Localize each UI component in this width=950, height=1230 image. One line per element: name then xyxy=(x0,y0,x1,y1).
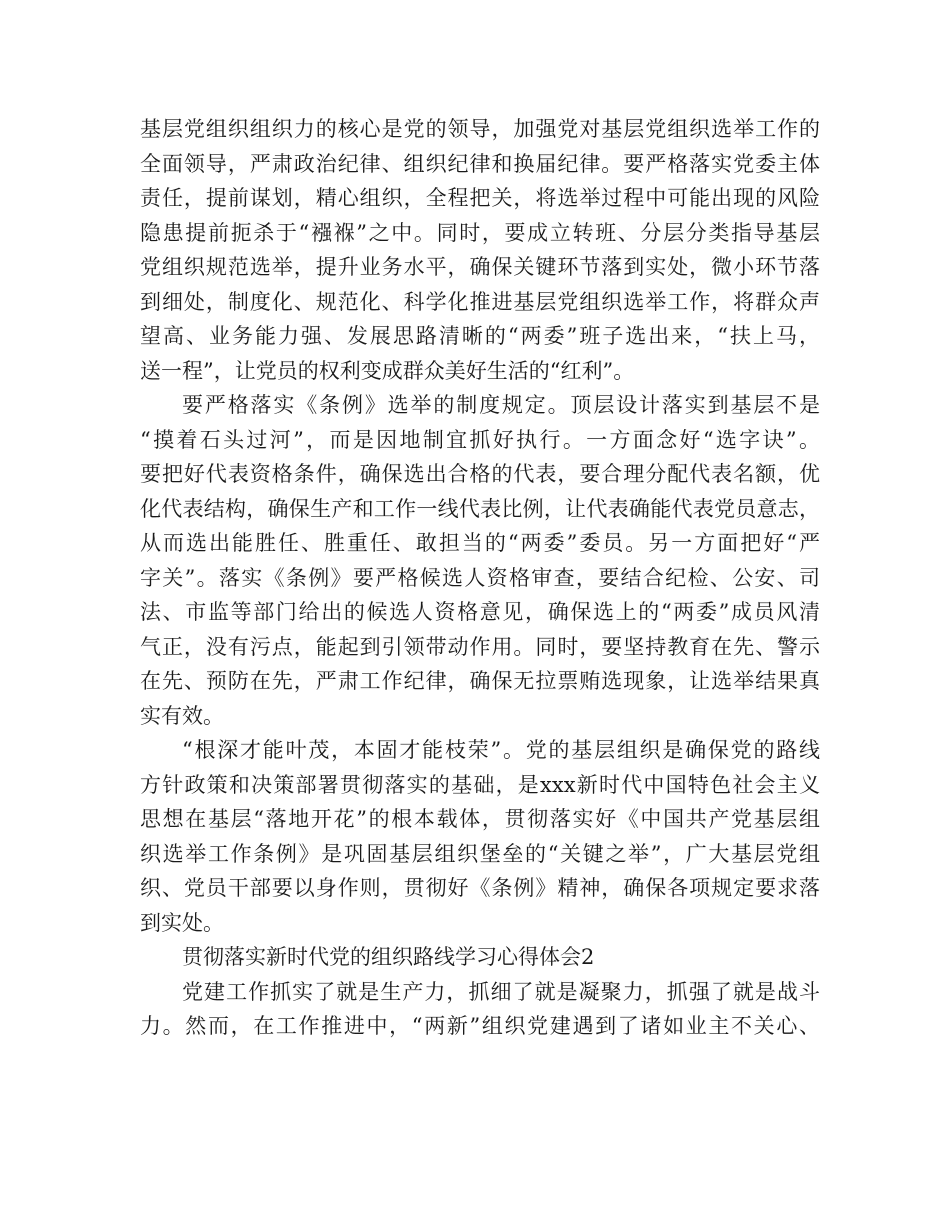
text-line: 到实处。 xyxy=(140,910,224,935)
text-line: 化代表结构，确保生产和工作一线代表比例，让代表确能代表党员意志， xyxy=(140,496,820,521)
text-line: 隐患提前扼杀于“襁褓”之中。同时，要成立转班、分层分类指导基层 xyxy=(140,220,820,245)
text-line: 党组织规范选举，提升业务水平，确保关键环节落到实处，微小环节落 xyxy=(140,255,820,279)
text-line: 方针政策和决策部署贯彻落实的基础，是xxx新时代中国特色社会主义 xyxy=(140,772,820,797)
text-line: 责任，提前谋划，精心组织，全程把关，将选举过程中可能出现的风险 xyxy=(140,186,820,210)
text-line: 贯彻落实新时代党的组织路线学习心得体会2 xyxy=(182,945,595,969)
text-line: “根深才能叶茂，本固才能枝荣”。党的基层组织是确保党的路线 xyxy=(182,738,820,762)
text-line: 从而选出能胜任、胜重任、敢担当的“两委”委员。另一方面把好“严 xyxy=(140,531,820,555)
text-line: 字关”。落实《条例》要严格候选人资格审查，要结合纪检、公安、司 xyxy=(140,565,820,590)
text-line: 法、市监等部门给出的候选人资格意见，确保选上的“两委”成员风清 xyxy=(140,600,820,624)
text-line: 送一程”，让党员的权利变成群众美好生活的“红利”。 xyxy=(140,358,635,383)
text-line: 要严格落实《条例》选举的制度规定。顶层设计落实到基层不是 xyxy=(182,393,820,417)
text-line: 全面领导，严肃政治纪律、组织纪律和换届纪律。要严格落实党委主体 xyxy=(140,151,820,176)
text-line: 在先、预防在先，严肃工作纪律，确保无拉票贿选现象，让选举结果真 xyxy=(140,669,820,693)
text-line: 到细处，制度化、规范化、科学化推进基层党组织选举工作，将群众声 xyxy=(140,289,820,314)
text-line: 望高、业务能力强、发展思路清晰的“两委”班子选出来，“扶上马， xyxy=(140,324,820,348)
document-body xyxy=(140,112,820,1044)
text-line: 党建工作抓实了就是生产力，抓细了就是凝聚力，抓强了就是战斗 xyxy=(182,979,820,1004)
text-line: “摸着石头过河”，而是因地制宜抓好执行。一方面念好“选字诀”。 xyxy=(140,427,820,452)
text-line: 思想在基层“落地开花”的根本载体，贯彻落实好《中国共产党基层组 xyxy=(140,807,820,831)
text-line: 要把好代表资格条件，确保选出合格的代表，要合理分配代表名额，优 xyxy=(140,462,820,486)
text-line: 织选举工作条例》是巩固基层组织堡垒的“关键之举”，广大基层党组 xyxy=(140,841,820,866)
text-line: 气正，没有污点，能起到引领带动作用。同时，要坚持教育在先、警示 xyxy=(140,634,820,659)
text-line: 实有效。 xyxy=(140,703,224,728)
text-line: 力。然而，在工作推进中，“两新”组织党建遇到了诸如业主不关心、 xyxy=(140,1014,820,1038)
text-line: 基层党组织组织力的核心是党的领导，加强党对基层党组织选举工作的 xyxy=(140,117,820,141)
text-line: 织、党员干部要以身作则，贯彻好《条例》精神，确保各项规定要求落 xyxy=(140,876,820,900)
